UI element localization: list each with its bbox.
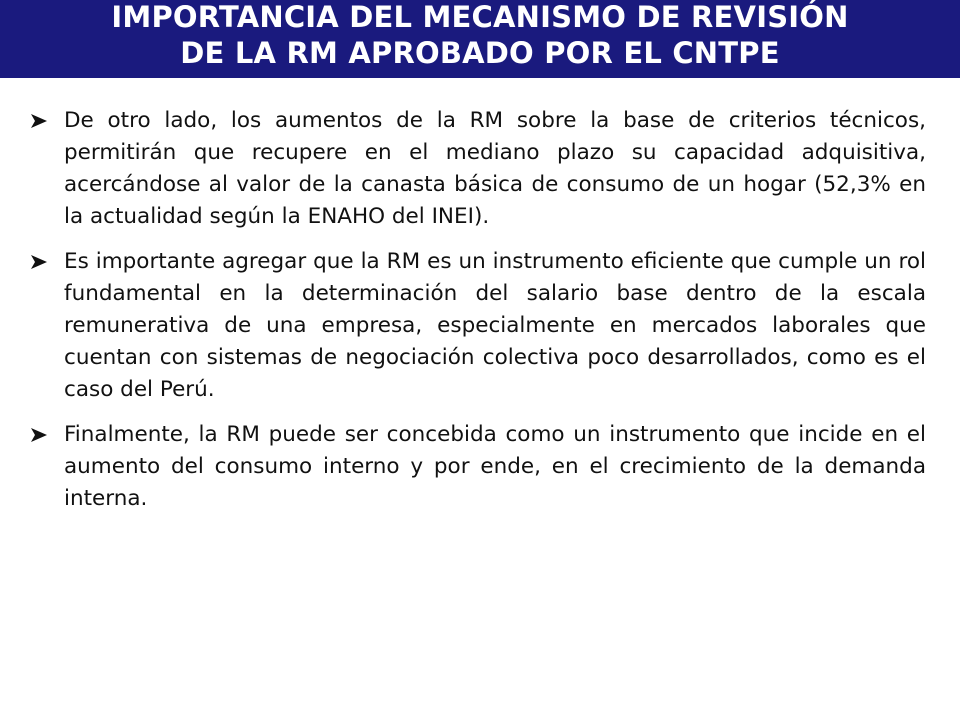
bullet-text: De otro lado, los aumentos de la RM sobre la base de criterios técnicos, permitirán que recupere en el mediano plazo su capacidad adquisitiva, acercándose al valor de la canasta básica de consumo de un hogar (52,3% en la actualidad según la ENAHO del INEI).: [64, 108, 926, 229]
slide-content: [30, 105, 926, 528]
bullet-item: [30, 105, 926, 233]
arrow-bullet-icon: [30, 246, 64, 278]
bullet-item: [30, 419, 926, 515]
bullet-text: Es importante agregar que la RM es un instrumento eficiente que cumple un rol fundamental en la determinación del salario base dentro de la escala remunerativa de una empresa, especialmente en mercados laborales que cuentan con sistemas de negociación colectiva poco desarrollados, como es el caso del Perú.: [64, 249, 926, 402]
slide-title-line-2: DE LA RM APROBADO POR EL CNTPE: [180, 36, 780, 70]
bullet-text: Finalmente, la RM puede ser concebida como un instrumento que incide en el aumento del consumo interno y por ende, en el crecimiento de la demanda interna.: [64, 422, 926, 511]
slide-title-bar: [0, 0, 960, 78]
slide-title-line-1: IMPORTANCIA DEL MECANISMO DE REVISIÓN: [111, 0, 849, 34]
bullet-item: [30, 246, 926, 406]
arrow-bullet-icon: [30, 419, 64, 451]
arrow-bullet-icon: [30, 105, 64, 137]
